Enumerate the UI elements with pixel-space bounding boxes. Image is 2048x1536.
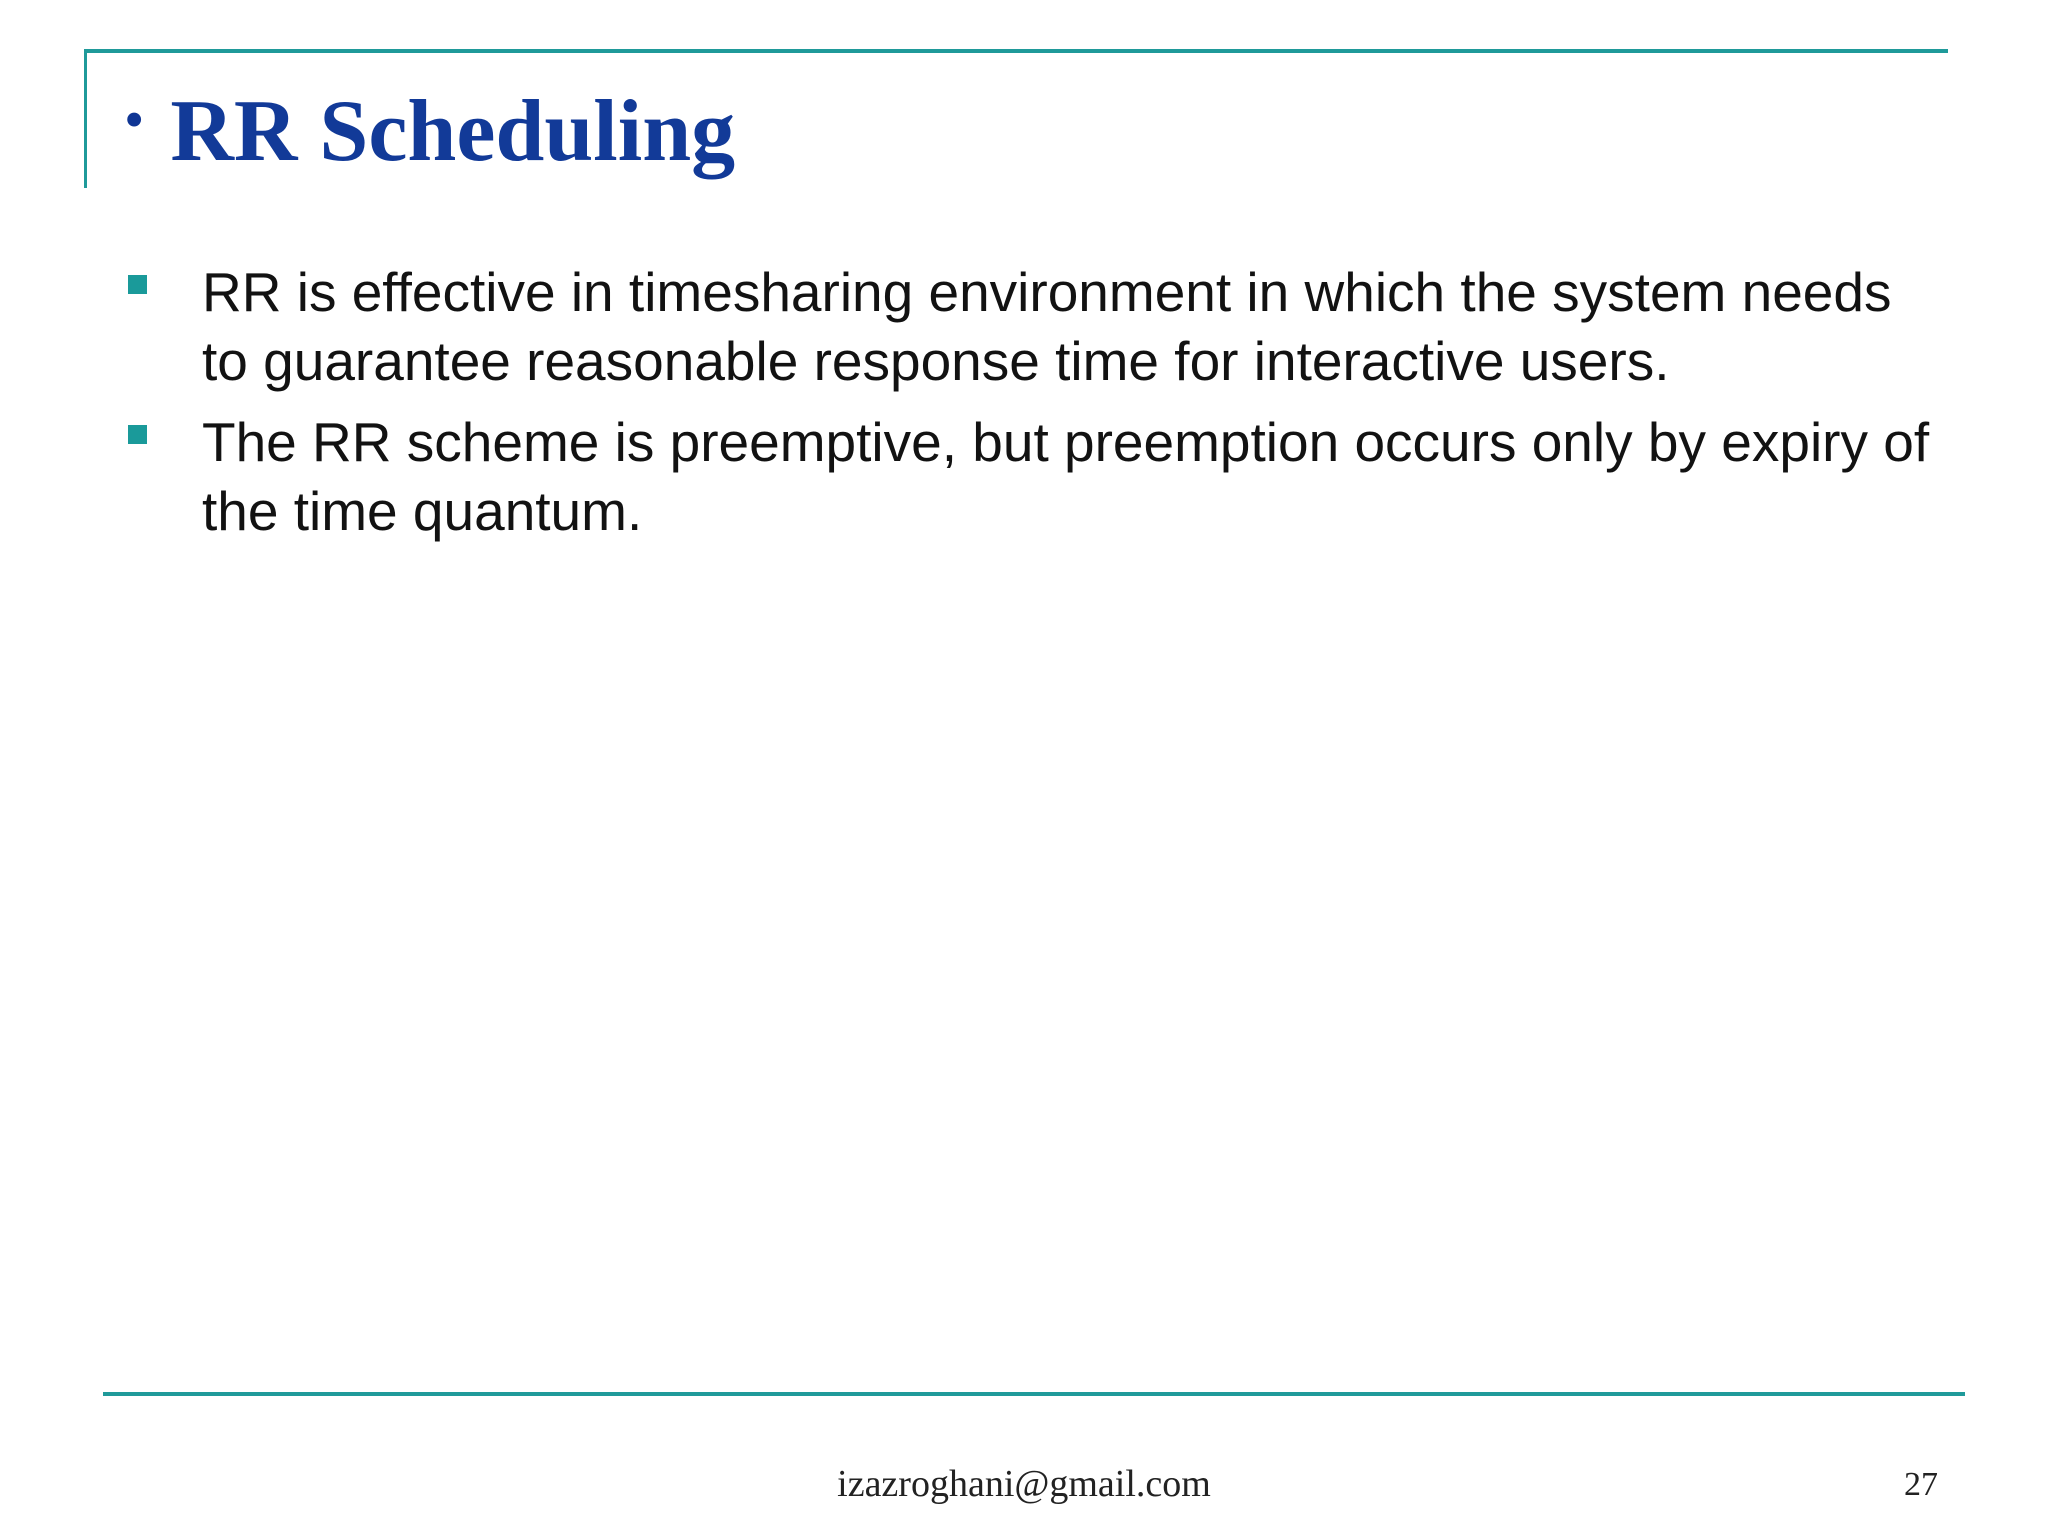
page-number: 27 xyxy=(1904,1466,1938,1503)
footer-email: izazroghani@gmail.com xyxy=(837,1463,1211,1505)
slide-title: RR Scheduling xyxy=(170,83,736,180)
title-frame-left-rule xyxy=(84,49,87,188)
title-area xyxy=(124,83,736,180)
list-item-text: RR is effective in timesharing environment in which the system needs to guarantee reasonable response time for interactive users. xyxy=(202,261,1892,392)
footer-divider xyxy=(103,1392,1965,1396)
square-bullet-icon xyxy=(128,425,147,444)
list-item xyxy=(124,258,1934,396)
dot-bullet-icon: • xyxy=(124,87,145,153)
square-bullet-icon xyxy=(128,275,147,294)
list-item-text: The RR scheme is preemptive, but preemption occurs only by expiry of the time quantum. xyxy=(202,411,1930,542)
list-item xyxy=(124,408,1934,546)
title-frame-top-rule xyxy=(84,49,1948,53)
bullet-list xyxy=(124,258,1934,558)
